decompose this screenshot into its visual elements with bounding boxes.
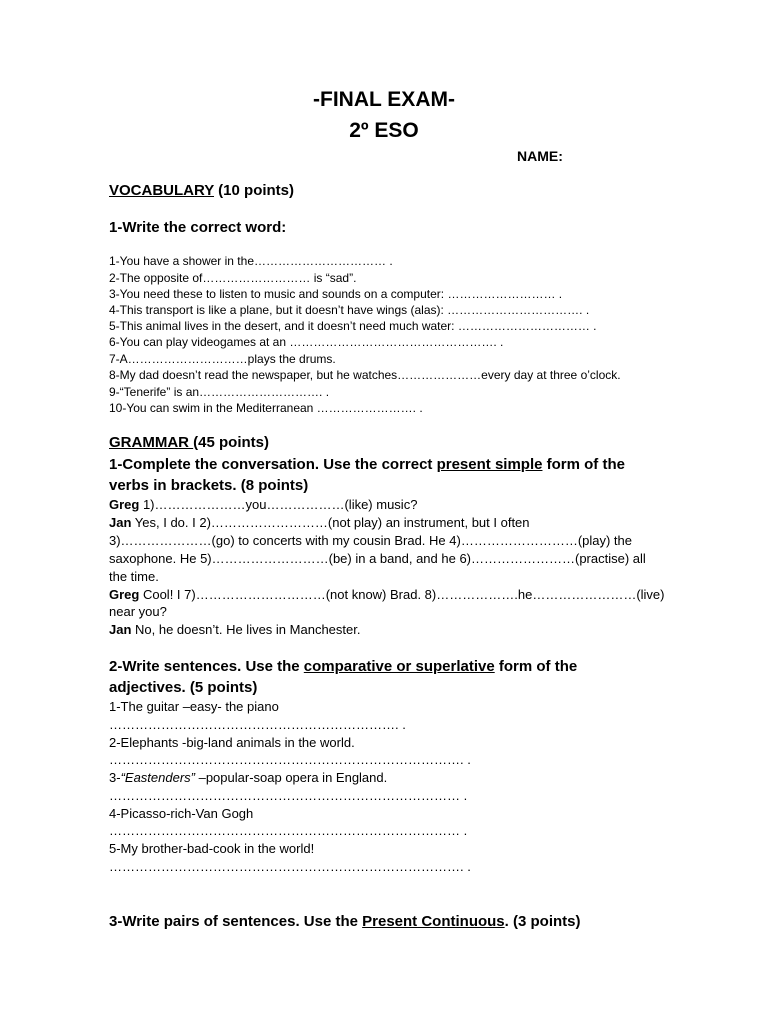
ex3-title-text: 3-Write pairs of sentences. Use the — [109, 913, 363, 930]
grammar-title: GRAMMAR — [109, 434, 194, 451]
ex2-prompt: 2-Elephants -big-land animals in the world. — [109, 735, 355, 750]
dialogue-line — [109, 497, 417, 512]
ex2-answer-line: ………………………………………………………………………. . — [109, 752, 471, 767]
vocabulary-exercise-title: 1-Write the correct word: — [109, 219, 287, 236]
vocabulary-points: (10 points) — [214, 182, 295, 199]
dialogue-line — [109, 587, 664, 602]
ex2-title-emphasis: comparative or superlative — [303, 658, 495, 675]
ex2-title-text: 2-Write sentences. Use the — [109, 658, 304, 675]
speaker-greg: Greg — [109, 497, 140, 512]
dialogue-text: Yes, I do. I 2)………………………(not play) an instrument, but I often — [131, 515, 530, 530]
vocabulary-item: 3-You need these to listen to music and sounds on a computer: ……………………… . — [109, 287, 563, 301]
grammar-ex1-title-line2: verbs in brackets. (8 points) — [109, 477, 309, 494]
ex2-answer-line: ……………………………………………………………………… . — [109, 788, 468, 803]
vocabulary-title: VOCABULARY — [109, 182, 215, 199]
vocabulary-item: 8-My dad doesn’t read the newspaper, but he watches…………………every day at three o’clock. — [109, 368, 621, 382]
grammar-ex2-title-line2: adjectives. (5 points) — [109, 679, 258, 696]
dialogue-line — [109, 515, 530, 530]
ex2-answer-line: ………………………………………………………………………. . — [109, 859, 471, 874]
ex1-title-text: 1-Complete the conversation. Use the correct — [109, 456, 437, 473]
ex2-prompt: 5-My brother-bad-cook in the world! — [109, 841, 315, 856]
ex1-title-text-end: form of the — [542, 456, 625, 473]
dialogue-line: saxophone. He 5)………………………(be) in a band, and he 6)……………………(practise) all — [109, 551, 646, 566]
vocabulary-item: 1-You have a shower in the…………………………… . — [109, 254, 393, 268]
dialogue-line: 3)…………………(go) to concerts with my cousin Brad. He 4)………………………(play) the — [109, 533, 633, 548]
grammar-points: (45 points) — [193, 434, 269, 451]
ex3-title-emphasis: Present Continuous — [362, 913, 505, 930]
ex2-prompt-number: 3- — [109, 770, 121, 785]
exam-title: -FINAL EXAM- — [313, 88, 455, 111]
vocabulary-item: 5-This animal lives in the desert, and it doesn’t need much water: …………………………… . — [109, 319, 597, 333]
grammar-heading — [109, 434, 269, 451]
ex2-answer-line: …………………………………………………………. . — [109, 717, 406, 732]
ex1-title-emphasis: present simple — [436, 456, 543, 473]
ex2-title-text-end: form of the — [494, 658, 578, 675]
ex2-prompt-text: –popular-soap opera in England. — [194, 770, 388, 785]
vocabulary-item: 9-“Tenerife” is an…………………………. . — [109, 385, 330, 399]
ex2-prompt: 1-The guitar –easy- the piano — [109, 699, 279, 714]
dialogue-text: 1)…………………you………………(like) music? — [139, 497, 418, 512]
vocabulary-heading — [109, 182, 294, 199]
vocabulary-item: 7-A…………………………plays the drums. — [109, 352, 336, 366]
dialogue-line: near you? — [109, 604, 167, 619]
exam-level: 2º ESO — [349, 119, 419, 142]
vocabulary-item: 4-This transport is like a plane, but it doesn’t have wings (alas): ……………………………. . — [109, 303, 590, 317]
dialogue-text: Cool! I 7)…………………………(not know) Brad. 8)……………….he……………………(live) — [139, 587, 665, 602]
speaker-greg: Greg — [109, 587, 140, 602]
vocabulary-item: 10-You can swim in the Mediterranean ……………………. . — [109, 401, 423, 415]
speaker-jan: Jan — [109, 622, 132, 637]
ex3-title-text-end: . (3 points) — [504, 913, 581, 930]
grammar-ex2-title — [109, 658, 577, 675]
ex2-answer-line: ……………………………………………………………………… . — [109, 823, 468, 838]
ex2-prompt — [109, 770, 387, 785]
dialogue-text: No, he doesn’t. He lives in Manchester. — [131, 622, 361, 637]
grammar-ex1-title — [109, 456, 625, 473]
dialogue-line: the time. — [109, 569, 159, 584]
name-label: NAME: — [517, 148, 563, 164]
speaker-jan: Jan — [109, 515, 132, 530]
ex2-prompt-title: “Eastenders” — [120, 770, 195, 785]
dialogue-line — [109, 622, 360, 637]
vocabulary-item: 2-The opposite of……………………… is “sad”. — [109, 271, 357, 285]
vocabulary-item: 6-You can play videogames at an ……………………………………………. . — [109, 335, 504, 349]
ex2-prompt: 4-Picasso-rich-Van Gogh — [109, 806, 254, 821]
grammar-ex3-title — [109, 913, 580, 930]
